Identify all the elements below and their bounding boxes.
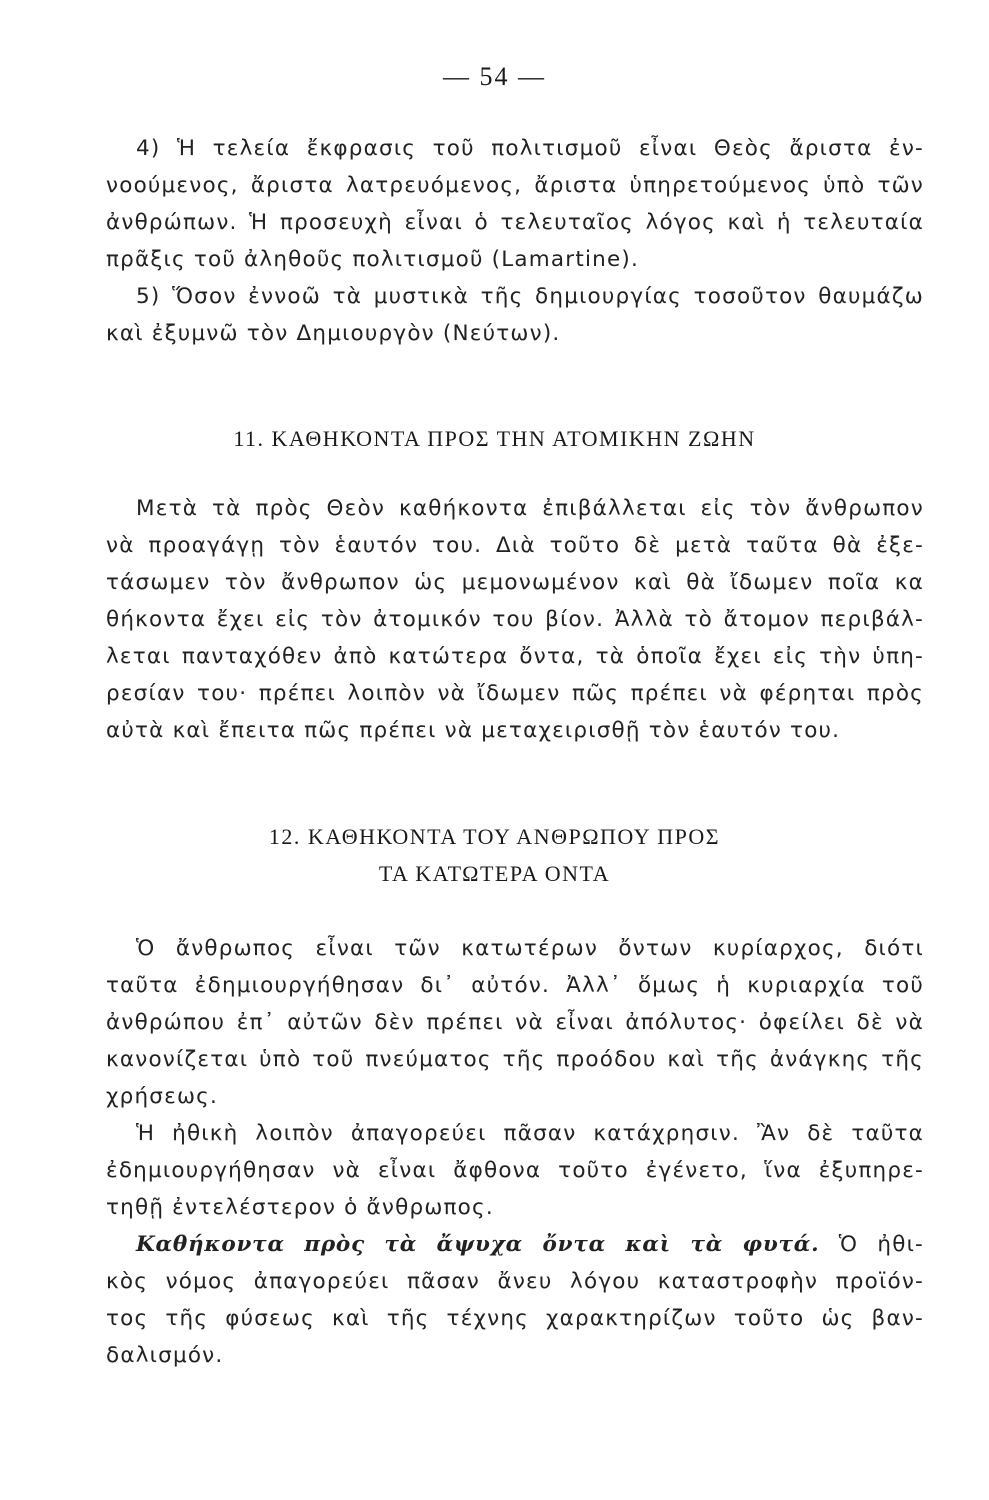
text-line: Ὁ ἄνθρωπος εἶναι τῶν κατωτέρων ὄντων κυρίαρχος, διότι (136, 936, 924, 961)
text-line: ταῦτα ἐδημιουργήθησαν δι᾽ αὐτόν. Ἀλλ᾽ ὅμως ἡ κυριαρχία τοῦ (106, 973, 924, 998)
text-line: καὶ ἐξυμνῶ τὸν Δημιουργὸν (Νεύτων). (106, 321, 561, 346)
text-line: ἀνθρώπου ἐπ᾽ αὐτῶν δὲν πρέπει νὰ εἶναι ἀπόλυτος· ὀφείλει δὲ νὰ (106, 1010, 924, 1035)
text-line: Μετὰ τὰ πρὸς Θεὸν καθήκοντα ἐπιβάλλεται εἰς τὸν ἄνθρωπον (136, 496, 924, 521)
text-line: ἀνθρώπων. Ἡ προσευχὴ εἶναι ὁ τελευταῖος λόγος καὶ ἡ τελευταία (106, 210, 924, 235)
text-fragment: Ὁ ἠθι- (819, 1232, 925, 1257)
text-line (106, 1226, 924, 1263)
section-12-paragraph-3 (106, 1226, 924, 1374)
text-line: λεται πανταχόθεν ἀπὸ κατώτερα ὄντα, τὰ ὁποῖα ἔχει εἰς τὴν ὑπη- (106, 644, 924, 669)
text-line: κανονίζεται ὑπὸ τοῦ πνεύματος τῆς προόδου καὶ τῆς ἀνάγκης τῆς (106, 1047, 924, 1072)
text-line: νὰ προαγάγῃ τὸν ἑαυτόν του. Διὰ τοῦτο δὲ μετὰ ταῦτα θὰ ἐξε- (106, 533, 924, 558)
section-12-heading-line2: ΤΑ ΚΑΤΩΤΕΡΑ ΟΝΤΑ (378, 861, 611, 886)
section-11-body (106, 490, 924, 749)
section-12-paragraph-1 (106, 930, 924, 1115)
text-line: τάσωμεν τὸν ἄνθρωπον ὡς μεμονωμένον καὶ θὰ ἴδωμεν ποῖα κα (106, 570, 924, 595)
text-line: 4) Ἡ τελεία ἔκφρασις τοῦ πολιτισμοῦ εἶναι Θεὸς ἄριστα ἐν- (136, 136, 924, 161)
text-line: κὸς νόμος ἀπαγορεύει πᾶσαν ἄνευ λόγου καταστροφὴν προϊόν- (106, 1269, 924, 1294)
text-line: νοούμενος, ἄριστα λατρευόμενος, ἄριστα ὑπηρετούμενος ὑπὸ τῶν (106, 173, 924, 198)
text-line: Ἡ ἠθικὴ λοιπὸν ἀπαγορεύει πᾶσαν κατάχρησιν. Ἂν δὲ ταῦτα (136, 1121, 924, 1146)
intro-paragraphs (106, 130, 924, 352)
section-12-paragraph-2 (106, 1115, 924, 1226)
text-line: 5) Ὅσον ἐννοῶ τὰ μυστικὰ τῆς δημιουργίας τοσοῦτον θαυμάζω (136, 284, 924, 309)
page-number: — 54 — (443, 62, 546, 91)
text-line: ρεσίαν του· πρέπει λοιπὸν νὰ ἴδωμεν πῶς πρέπει νὰ φέρηται πρὸς (106, 681, 924, 706)
text-line: πρᾶξις τοῦ ἀληθοῦς πολιτισμοῦ (Lamartine). (106, 247, 640, 272)
text-line: δαλισμόν. (106, 1343, 224, 1368)
text-line: χρήσεως. (106, 1084, 218, 1109)
text-line: τηθῇ ἐντελέστερον ὁ ἄνθρωπος. (106, 1195, 494, 1220)
text-line: αὐτὰ καὶ ἔπειτα πῶς πρέπει νὰ μεταχειρισθῇ τὸν ἑαυτόν του. (106, 718, 841, 743)
text-line: θήκοντα ἔχει εἰς τὸν ἀτομικόν του βίον. Ἀλλὰ τὸ ἄτομον περιβάλ- (106, 607, 924, 632)
text-line: τος τῆς φύσεως καὶ τῆς τέχνης χαρακτηρίζων τοῦτο ὡς βαν- (106, 1306, 924, 1331)
section-12-heading-line1: 12. ΚΑΘΗΚΟΝΤΑ ΤΟΥ ΑΝΘΡΩΠΟΥ ΠΡΟΣ (268, 824, 721, 849)
text-line: ἐδημιουργήθησαν νὰ εἶναι ἄφθονα τοῦτο ἐγένετο, ἵνα ἐξυπηρε- (106, 1158, 924, 1183)
italic-subheading: Καθήκοντα πρὸς τὰ ἄψυχα ὄντα καὶ τὰ φυτά. (136, 1232, 820, 1257)
section-11-heading: 11. ΚΑΘΗΚΟΝΤΑ ΠΡΟΣ ΤΗΝ ΑΤΟΜΙΚΗΝ ΖΩΗΝ (233, 426, 756, 451)
